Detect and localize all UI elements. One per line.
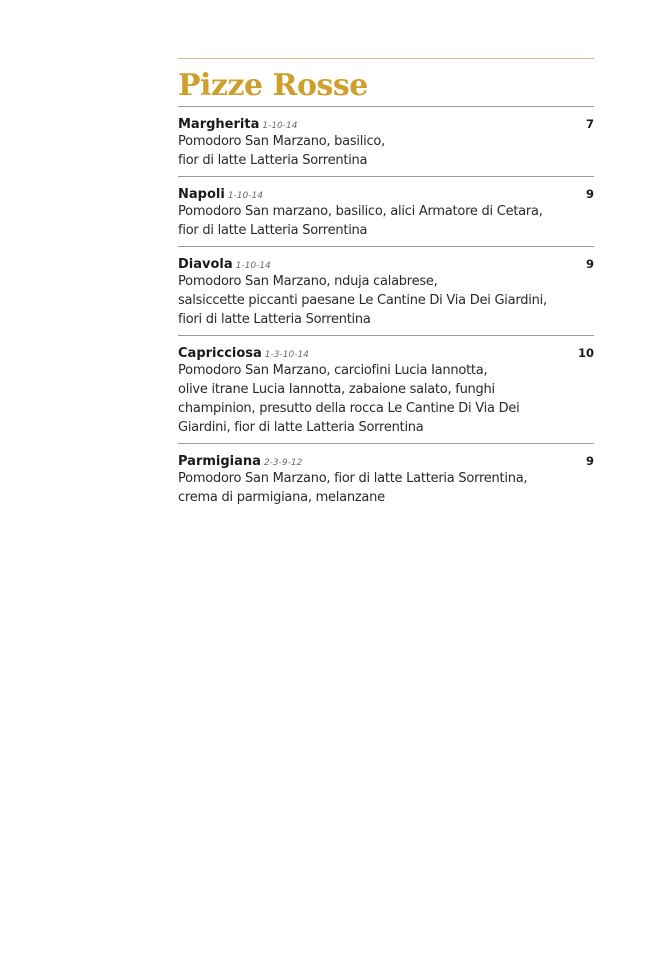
section-divider xyxy=(178,58,594,59)
menu-item-name: Margherita xyxy=(178,117,260,132)
description-line: champinion, presutto della rocca Le Cantine Di Via Dei xyxy=(178,401,520,416)
menu-item-name: Parmigiana xyxy=(178,454,261,469)
description-line: Pomodoro San Marzano, fior di latte Latteria Sorrentina, xyxy=(178,471,528,486)
description-line: fior di latte Latteria Sorrentina xyxy=(178,153,368,168)
menu-item xyxy=(178,106,594,176)
description-line: crema di parmigiana, melanzane xyxy=(178,490,385,505)
menu-item-description xyxy=(178,132,594,170)
menu-item-description xyxy=(178,361,594,437)
description-line: Pomodoro San marzano, basilico, alici Armatore di Cetara, xyxy=(178,204,543,219)
description-line: Pomodoro San Marzano, nduja calabrese, xyxy=(178,274,438,289)
menu-item-allergens: 1-10-14 xyxy=(262,121,298,131)
section-title: Pizze Rosse xyxy=(178,68,368,103)
menu-item-header xyxy=(178,183,594,202)
menu-item-allergens: 1-3-10-14 xyxy=(264,350,309,360)
menu-item xyxy=(178,335,594,443)
menu-item-allergens: 1-10-14 xyxy=(227,191,263,201)
menu-item-price: 9 xyxy=(585,187,594,201)
menu-item-description xyxy=(178,469,594,507)
menu-item-price: 9 xyxy=(585,257,594,271)
description-line: fior di latte Latteria Sorrentina xyxy=(178,223,368,238)
description-line: fiori di latte Latteria Sorrentina xyxy=(178,312,371,327)
menu-item-header xyxy=(178,113,594,132)
description-line: Pomodoro San Marzano, carciofini Lucia Iannotta, xyxy=(178,363,488,378)
menu-item xyxy=(178,443,594,513)
menu-item-header xyxy=(178,450,594,469)
description-line: Pomodoro San Marzano, basilico, xyxy=(178,134,385,149)
menu-item-name: Diavola xyxy=(178,257,233,272)
menu-item-header xyxy=(178,342,594,361)
menu-section xyxy=(178,58,594,513)
menu-item-header xyxy=(178,253,594,272)
description-line: salsiccette piccanti paesane Le Cantine Di Via Dei Giardini, xyxy=(178,293,547,308)
description-line: Giardini, fior di latte Latteria Sorrentina xyxy=(178,420,424,435)
menu-item-allergens: 2-3-9-12 xyxy=(263,458,303,468)
menu-item-name: Napoli xyxy=(178,187,225,202)
menu-item-price: 9 xyxy=(585,454,594,468)
menu-item xyxy=(178,176,594,246)
menu-item-allergens: 1-10-14 xyxy=(235,261,271,271)
menu-item xyxy=(178,246,594,335)
menu-item-name: Capricciosa xyxy=(178,346,262,361)
menu-item-description xyxy=(178,272,594,329)
description-line: olive itrane Lucia Iannotta, zabaione salato, funghi xyxy=(178,382,495,397)
menu-item-price: 10 xyxy=(577,346,594,360)
menu-item-price: 7 xyxy=(585,117,594,131)
menu-item-description xyxy=(178,202,594,240)
